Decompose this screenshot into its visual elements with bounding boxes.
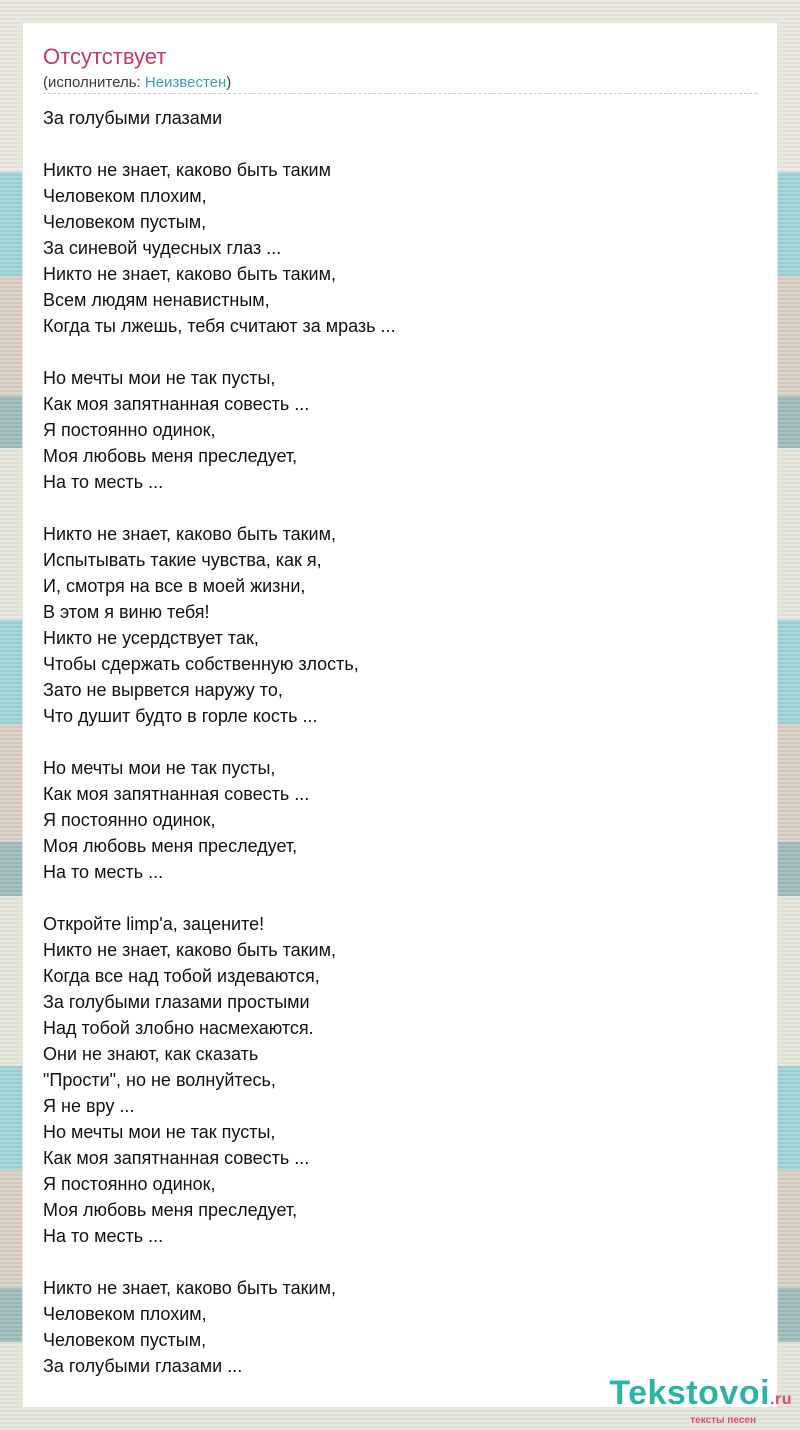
artist-line — [43, 74, 231, 92]
logo-wordmark — [609, 1376, 792, 1417]
lyrics-text: За голубыми глазами Никто не знает, каково быть таким Человеком плохим, Человеком пустым, За синевой чудесных глаз ... Никто не знает, каково быть таким, Всем людям ненавистным, Когда ты лжешь, тебя считают за мразь ... Но мечты мои не так пусты, Как моя запятнанная совесть ... Я постоянно одинок, Моя любовь меня преследует, На то месть ... Никто не знает, каково быть таким, Испытывать такие чувства, как я, И, смотря на все в моей жизни, В этом я виню тебя! Никто не усердствует так, Чтобы сдержать собственную злость, Зато не вырвется наружу то, Что душит будто в горле кость ... Но мечты мои не так пусты, Как моя запятнанная совесть ... Я постоянно одинок, Моя любовь меня преследует, На то месть ... Откройте limp'a, зацените! Никто не знает, каково быть таким, Когда все над тобой издеваются, За голубыми глазами простыми Над тобой злобно насмехаются. Они не знают, как сказать "Прости", но не волнуйтесь, Я не вру ... Но мечты мои не так пусты, Как моя запятнанная совесть ... Я постоянно одинок, Моя любовь меня преследует, На то месть ... Никто не знает, каково быть таким, Человеком плохим, Человеком пустым, За голубыми глазами ... — [43, 108, 396, 1376]
divider — [43, 93, 757, 94]
artist-suffix: ) — [226, 74, 232, 91]
logo-name: Tekstovoi — [609, 1374, 771, 1412]
site-logo[interactable] — [609, 1376, 792, 1426]
artist-prefix: (исполнитель: — [43, 74, 145, 91]
logo-tagline: тексты песен — [690, 1415, 756, 1426]
artist-link[interactable]: Неизвестен — [144, 74, 227, 91]
lyrics-card — [22, 22, 778, 1408]
logo-tld: .ru — [770, 1391, 792, 1408]
song-title: Отсутствует — [43, 44, 167, 69]
